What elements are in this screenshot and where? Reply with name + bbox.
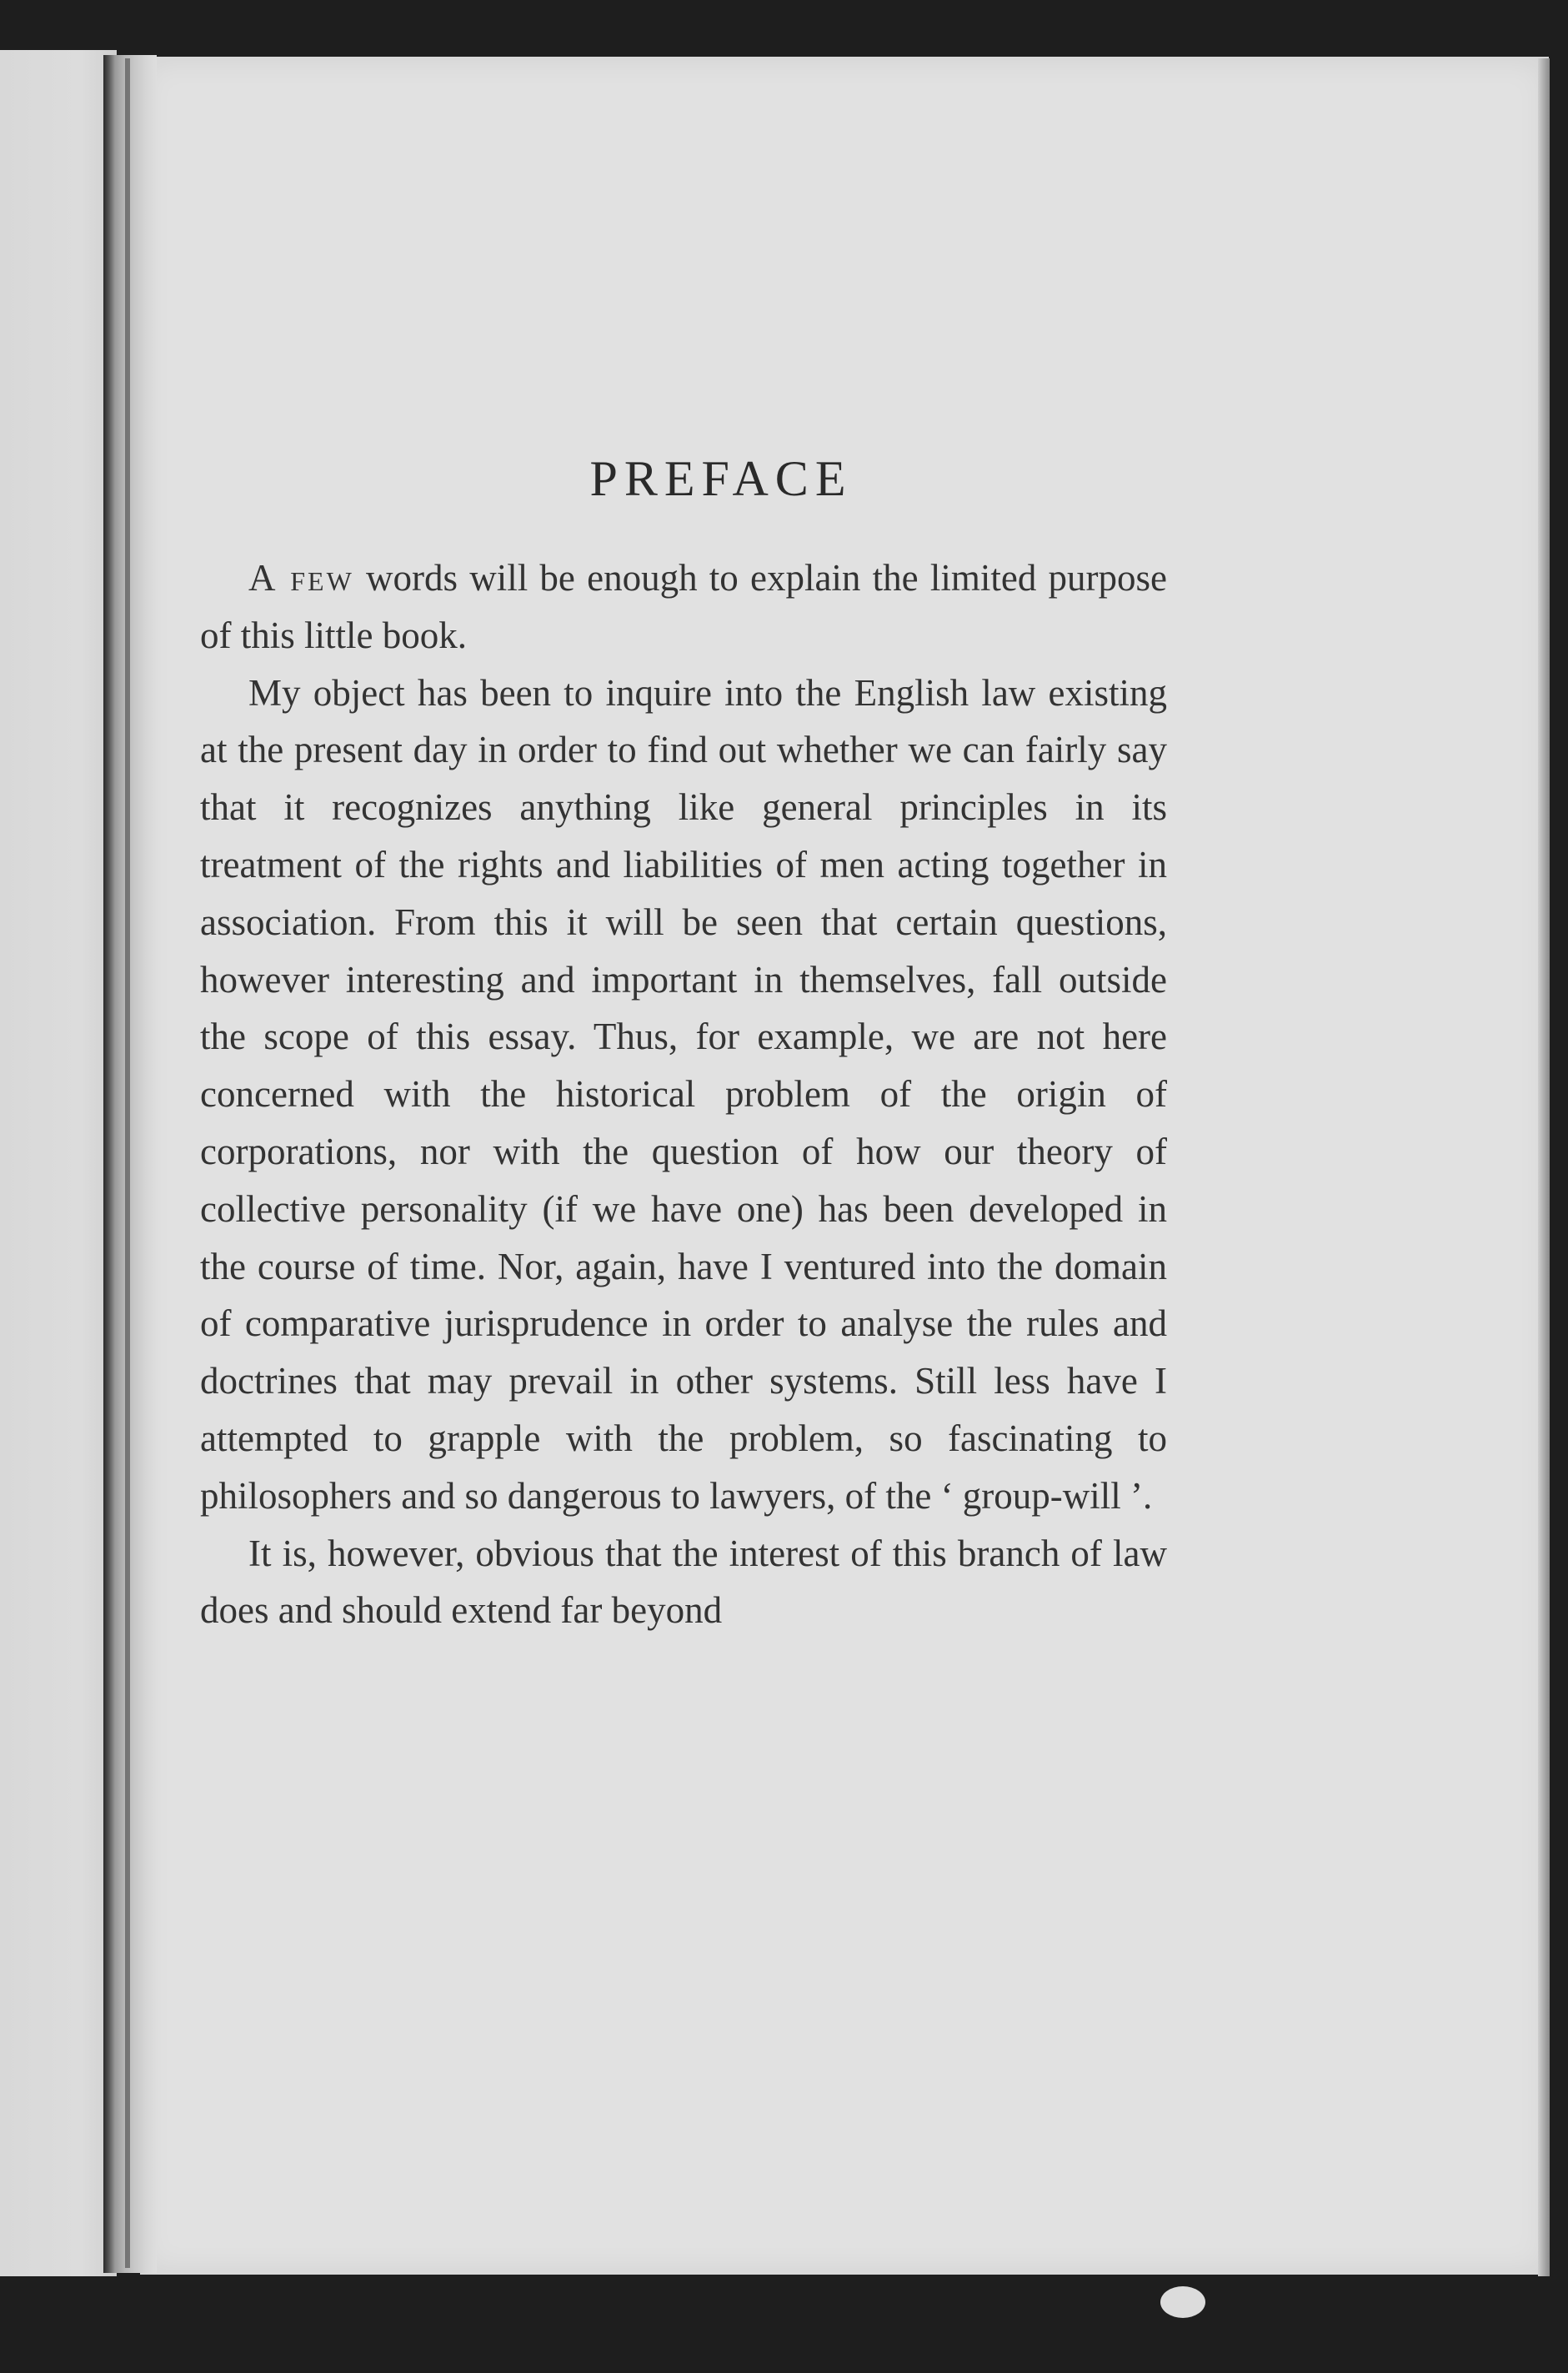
paragraph-lead-smallcaps: A few [248, 557, 354, 599]
preface-text-column [200, 450, 1167, 1639]
paragraph-2 [200, 665, 1167, 1525]
paragraph-3-text: It is, however, obvious that the interest of this branch of law does and should extend far beyond [200, 1532, 1167, 1632]
paragraph-2-text: My object has been to inquire into the English law existing at the present day in order to find out whether we can fairly say that it recognizes anything like general principles in its treatment of the rights and liabilities of men acting together in association. From this it will be seen that certain questions, however interesting and important in themselves, fall outside the scope of this essay. Thus, for example, we are not here concerned with the historical problem of the origin of corporations, nor with the question of how our theory of collective personality (if we have one) has been developed in the course of time. Nor, again, have I ventured into the domain of comparative jurisprudence in order to analyse the rules and doctrines that may prevail in other systems. Still less have I attempted to grapple with the problem, so fascinating to philosophers and so dangerous to lawyers, of the ‘ group-will ’. [200, 671, 1167, 1517]
paragraph-1 [200, 549, 1167, 665]
facing-page-edge [0, 50, 117, 2276]
gutter-shadow-line [125, 58, 130, 2268]
page-title: PREFACE [589, 451, 853, 506]
page-right-edge [1538, 58, 1550, 2276]
paragraph-1-text: words will be enough to explain the limited purpose of this little book. [200, 557, 1167, 656]
paper-blemish [1160, 2286, 1205, 2318]
paragraph-3 [200, 1525, 1167, 1640]
binding-gutter [103, 55, 157, 2273]
